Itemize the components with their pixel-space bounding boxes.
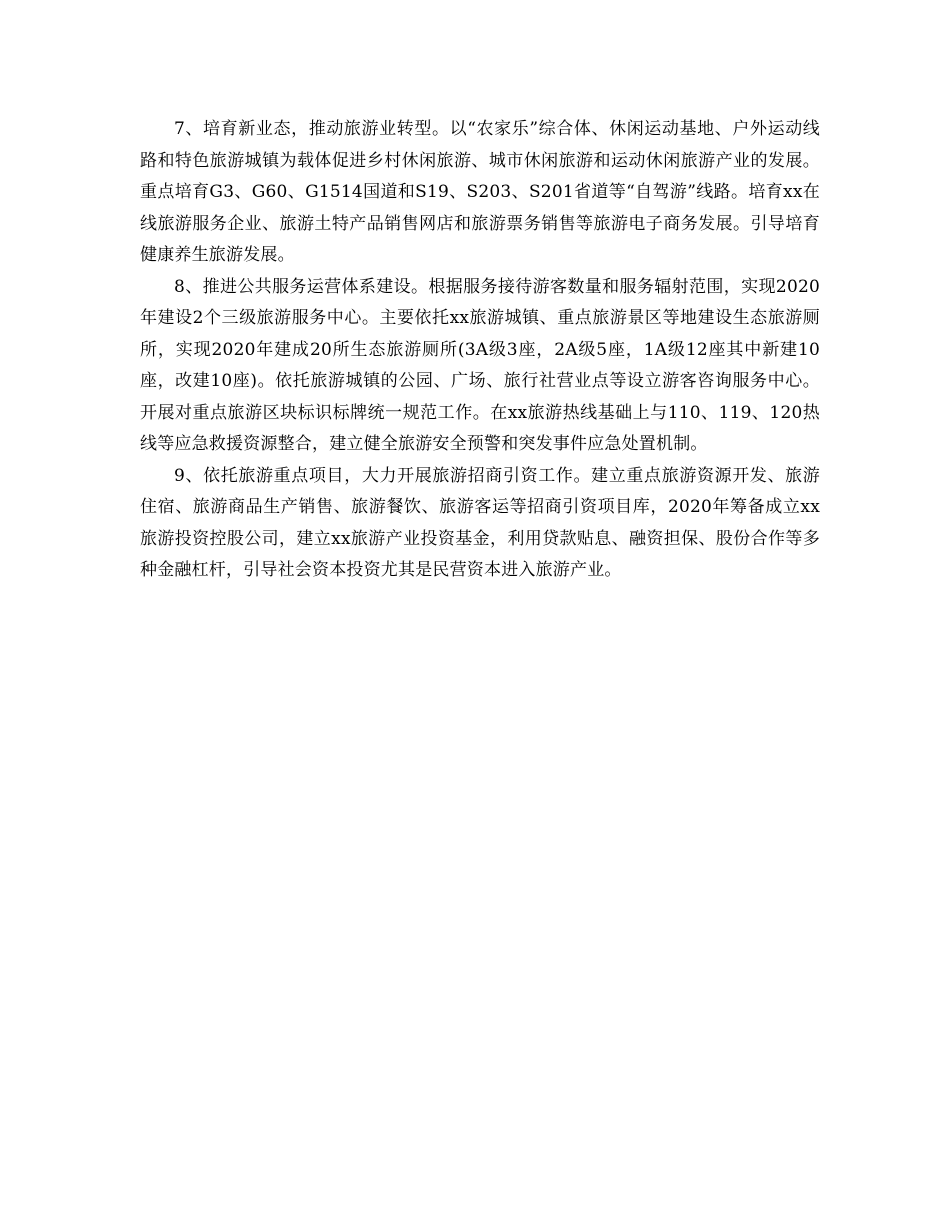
document-body: [140, 114, 820, 587]
paragraph-9: 9、依托旅游重点项目，大力开展旅游招商引资工作。建立重点旅游资源开发、旅游住宿、旅游商品生产销售、旅游餐饮、旅游客运等招商引资项目库，2020年筹备成立xx旅游投资控股公司，建立xx旅游产业投资基金，利用贷款贴息、融资担保、股份合作等多种金融杠杆，引导社会资本投资尤其是民营资本进入旅游产业。: [140, 465, 820, 580]
paragraph-8: 8、推进公共服务运营体系建设。根据服务接待游客数量和服务辐射范围，实现2020年建设2个三级旅游服务中心。主要依托xx旅游城镇、重点旅游景区等地建设生态旅游厕所，实现2020年建成20所生态旅游厕所(3A级3座，2A级5座，1A级12座其中新建10座，改建10座)。依托旅游城镇的公园、广场、旅行社营业点等设立游客咨询服务中心。开展对重点旅游区块标识标牌统一规范工作。在xx旅游热线基础上与110、119、120热线等应急救援资源整合，建立健全旅游安全预警和突发事件应急处置机制。: [140, 276, 820, 454]
paragraph-7: 7、培育新业态，推动旅游业转型。以“农家乐”综合体、休闲运动基地、户外运动线路和特色旅游城镇为载体促进乡村休闲旅游、城市休闲旅游和运动休闲旅游产业的发展。重点培育G3、G60、G1514国道和S19、S203、S201省道等“自驾游”线路。培育xx在线旅游服务企业、旅游土特产品销售网店和旅游票务销售等旅游电子商务发展。引导培育健康养生旅游发展。: [140, 119, 820, 265]
